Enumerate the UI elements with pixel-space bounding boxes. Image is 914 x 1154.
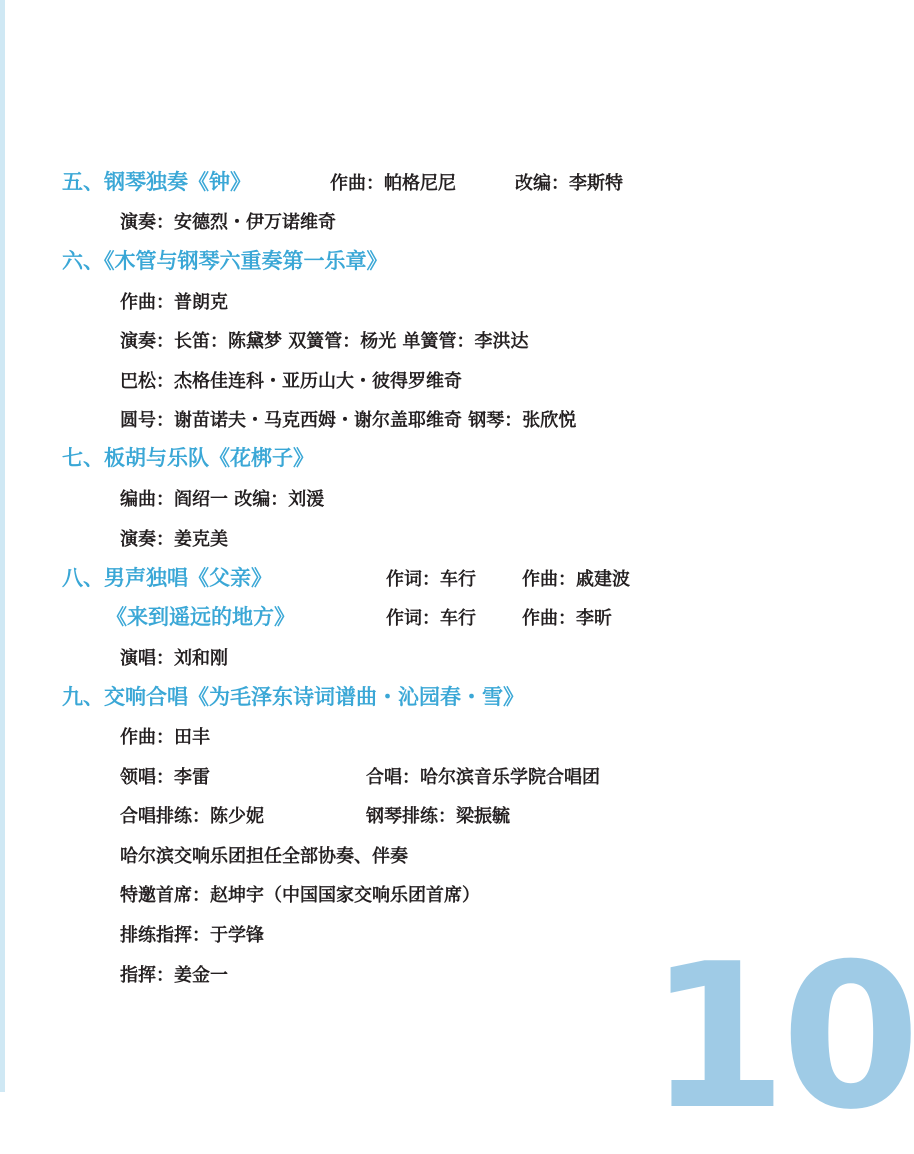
item8-song2-lyricist: 作词：车行 [386,608,476,629]
item5-composer: 作曲：帕格尼尼 [330,173,456,194]
item8-song1-composer: 作曲：戚建波 [522,569,630,590]
item9-choir-rehearsal: 合唱排练：陈少妮 [120,806,264,827]
item8-singer: 演唱：刘和刚 [120,648,228,669]
item6-performers-line3: 圆号：谢苗诺夫・马克西姆・谢尔盖耶维奇 钢琴：张欣悦 [120,410,577,431]
item9-title: 九、交响合唱《为毛泽东诗词谱曲・沁园春・雪》 [62,685,524,709]
item9-conductor: 指挥：姜金一 [120,965,228,986]
item7-title: 七、板胡与乐队《花梆子》 [62,446,314,470]
item9-composer: 作曲：田丰 [120,727,210,748]
item9-rehearsal-conductor: 排练指挥：于学锋 [120,925,264,946]
item6-composer: 作曲：普朗克 [120,292,228,313]
item8-song2-composer: 作曲：李昕 [522,608,612,629]
item8-title2: 《来到遥远的地方》 [106,605,295,629]
item5-performer: 演奏：安德烈・伊万诺维奇 [120,212,336,233]
page-number: 10 [648,921,914,1154]
item5-arranger: 改编：李斯特 [515,173,623,194]
item7-performer: 演奏：姜克美 [120,529,228,550]
item5-title: 五、钢琴独奏《钟》 [62,170,251,194]
item6-performers-line1: 演奏：长笛：陈黛梦 双簧管：杨光 单簧管：李洪达 [120,331,529,352]
item8-song1-lyricist: 作词：车行 [386,569,476,590]
item9-piano-rehearsal: 钢琴排练：梁振毓 [366,806,510,827]
item6-title: 六、《木管与钢琴六重奏第一乐章》 [62,249,388,273]
item6-performers-line2: 巴松：杰格佳连科・亚历山大・彼得罗维奇 [120,371,462,392]
page-edge-strip [0,0,5,1092]
item8-title: 八、男声独唱《父亲》 [62,566,272,590]
item9-orchestra: 哈尔滨交响乐团担任全部协奏、伴奏 [120,846,408,867]
item9-guest-concertmaster: 特邀首席：赵坤宇（中国国家交响乐团首席） [120,885,480,906]
item7-credits: 编曲：阎绍一 改编：刘湲 [120,489,325,510]
item9-choir: 合唱：哈尔滨音乐学院合唱团 [366,767,600,788]
item9-lead-singer: 领唱：李雷 [120,767,210,788]
